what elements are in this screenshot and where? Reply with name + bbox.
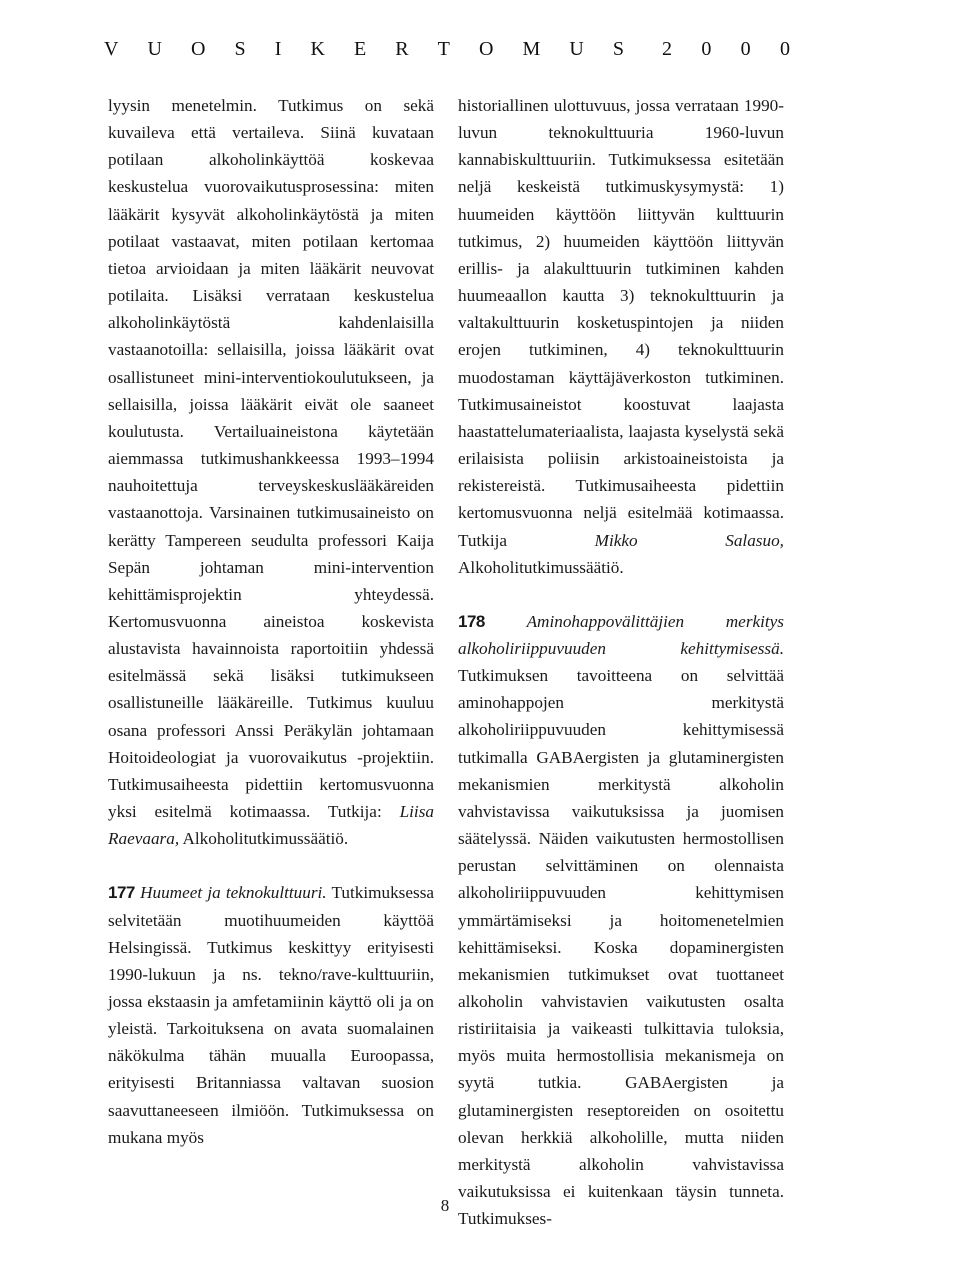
header-letter: U — [569, 37, 584, 60]
header-digit: 0 — [779, 37, 790, 60]
paragraph — [108, 92, 434, 852]
entry-title: Huumeet ja teknokulttuuri. — [140, 883, 327, 903]
header-letter: M — [522, 37, 541, 60]
author-name: Liisa Raevaara, — [108, 802, 434, 849]
running-header — [104, 34, 790, 64]
header-letter: I — [274, 37, 282, 60]
entry-number: 177 — [108, 883, 135, 903]
paragraph-text: historiallinen ulottuvuus, jossa verrataan 1990-luvun teknokulttuuria 1960-luvun kannabiskulttuuriin. Tutkimuksessa esitetään neljä keskeistä tutkimuskysymystä: 1) huumeiden käyttöön liittyvän kulttuurin tutkimus, 2) huumeiden käyttöön liittyvän erillis- ja alakulttuurin tutkiminen kahden huumeaallon kautta 3) teknokulttuurin ja valtakulttuurin kosketuspintojen ja niiden erojen tutkiminen, 4) teknokulttuurin muodostaman käyttäjäverkoston tutkiminen. Tutkimusaineistot koostuvat laajasta haastattelumateriaalista, laajasta kyselystä sekä erilaisista poliisin arkistoaineistoista ja rekistereistä. Tutkimusaiheesta pidettiin kertomusvuonna neljä esitelmää kotimaassa. Tutkija — [458, 96, 784, 550]
header-title — [104, 38, 624, 61]
paragraph — [458, 92, 784, 581]
left-column — [108, 92, 434, 1151]
header-digit: 2 — [662, 37, 672, 60]
header-letter: E — [353, 37, 367, 60]
entry-number: 178 — [458, 611, 485, 631]
header-digit: 0 — [701, 37, 712, 60]
right-column — [458, 92, 784, 1232]
entry-177 — [108, 879, 434, 1151]
paragraph-text: Alkoholitutkimussäätiö. — [179, 829, 349, 849]
header-letter: R — [395, 37, 409, 60]
header-letter: T — [437, 37, 450, 60]
header-letter: V — [104, 37, 119, 60]
entry-text: Tutkimuksessa selvitetään muotihuumeiden käyttöä Helsingissä. Tutkimus keskittyy erityisesti 1990-lukuun ja ns. tekno/rave-kulttuuriin, jossa ekstaasin ja amfetamiinin käyttö oli ja on yleistä. Tarkoituksena on avata suomalainen näkökulma tähän muualla Euroopassa, erityisesti Britanniassa valtavan suosion saavuttaneeseen ilmiöön. Tutkimuksessa on mukana myös — [108, 883, 435, 1147]
header-letter: S — [612, 37, 624, 60]
paragraph-text: Alkoholitutkimussäätiö. — [458, 557, 624, 577]
author-name: Mikko Salasuo, — [594, 530, 784, 550]
header-letter: U — [147, 37, 162, 60]
page-number: 8 — [440, 1196, 450, 1215]
entry-title: Aminohappovälittäjien merkitys alkoholiriippuvuuden kehittymisessä. — [458, 611, 785, 658]
entry-178 — [458, 608, 784, 1233]
header-letter: O — [191, 37, 206, 60]
header-letter: K — [310, 37, 325, 60]
paragraph-text: lyysin menetelmin. Tutkimus on sekä kuvaileva että vertaileva. Siinä kuvataan potilaan alkoholinkäyttöä koskevaa keskustelua vuorovaikutusprosessina: miten lääkärit kysyvät alkoholinkäytöstä ja miten potilaat vastaavat, miten potilaan kertomaa tietoa arvioidaan ja miten lääkärit neuvovat potilaita. Lisäksi verrataan keskustelua alkoholinkäytöstä kahdenlaisilla vastaanotoilla: sellaisilla, joissa lääkärit ovat osallistuneet mini-interventiokoulutukseen, ja sellaisilla, joissa lääkärit eivät ole saaneet koulutusta. Vertailuaineistona käytetään aiemmassa tutkimushankkeessa 1993–1994 nauhoitettuja terveyskeskuslääkäreiden vastaanottoja. Varsinainen tutkimusaineisto on kerätty Tampereen seudulta professori Kaija Sepän johtaman mini-intervention kehittämisprojektin yhteydessä. Kertomusvuonna aineistoa koskevista alustavista havainnoista raportoitiin yhdessä esitelmässä sekä lisäksi tutkimukseen osallistuneille lääkäreille. Tutkimus kuuluu osana professori Anssi Peräkylän johtamaan Hoitoideologiat ja vuorovaikutus -projektiin. Tutkimusaiheesta pidettiin kertomusvuonna yksi esitelmä kotimaassa. Tutkija: — [108, 96, 434, 822]
header-year — [662, 38, 790, 61]
header-letter: S — [234, 37, 246, 60]
header-letter: O — [478, 37, 494, 60]
header-digit: 0 — [740, 37, 751, 60]
entry-text: Tutkimuksen tavoitteena on selvittää aminohappojen merkitystä alkoholiriippuvuuden kehittymisessä tutkimalla GABAergisten ja glutaminergisten mekanismien merkitystä alkoholin vahvistavissa vaikutuksissa ja juomisen säätelyssä. Näiden vaikutusten hermostollisen perustan selvittäminen on olennaista alkoholiriippuvuuden kehittymisen ymmärtämiseksi ja hoitomenetelmien kehittämiseksi. Koska dopaminergisten mekanismien tutkimukset ovat tuottaneet alkoholin vahvistavien vaikutusten osalta ristiriitaisia ja vaikeasti tulkittavia tuloksia, myös muita hermostollisia mekanismeja on syytä tutkia. GABAergisten ja glutaminergisten reseptoreiden on osoitettu olevan herkkiä alkoholille, mutta niiden merkitystä alkoholin vahvistavissa vaikutuksissa ei kuitenkaan täysin tunneta. Tutkimukses- — [458, 666, 784, 1229]
